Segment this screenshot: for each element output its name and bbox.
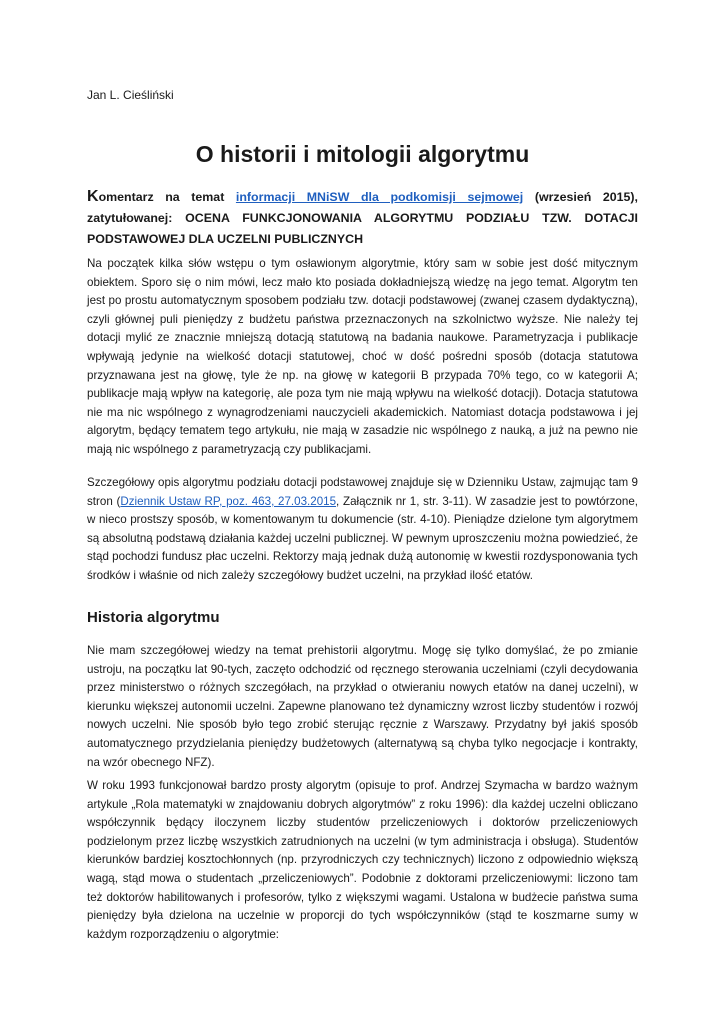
subtitle-suffix: (wrzesień 2015), zatytułowanej: OCENA FUNKCJONOWANIA ALGORYTMU PODZIAŁU TZW. DOTACJI PODSTAWOWEJ DLA UCZELNI PUBLICZNYCH [87,190,639,246]
history-paragraph-1: Nie mam szczegółowej wiedzy na temat prehistorii algorytmu. Mogę się tylko domyślać, że po zmianie ustroju, na początku lat 90-tych, zaczęto odchodzić od ręcznego sterowania uczelniami (czyli decydowania przez ministerstwo o różnych szczegółach, na przykład o otwieraniu nowych etatów na danej uczelni), w kierunku większej autonomii uczelni. Zapewne planowano też dynamiczny wzrost liczby studentów i rozwój nowych uczelni. Nie sposób było tego zrobić sterując ręcznie z Warszawy. Przydatny był jakiś sposób automatycznego przydzielania pieniędzy budżetowych (alternatywą są chyba tylko negocjacje i kontrakty, na wzór obecnego NFZ). [87,644,638,769]
author-name: Jan L. Cieśliński [87,88,174,102]
dziennik-ustaw-paragraph [87,474,638,586]
paragraph2-before: Szczegółowy opis algorytmu podziału dotacji podstawowej znajduje się w Dzienniku Ustaw, zajmując tam 9 stron ( [87,476,638,508]
paragraph2-after: , Załącznik nr 1, str. 3-11). W zasadzie jest to powtórzone, w nieco prostszy sposób, w komentowanym tu dokumencie (str. 4-10). Pieniądze dzielone tym algorytmem są absolutną podstawą działania każdej uczelni publicznej. W pewnym uproszczeniu można powiedzieć, że stąd pochodzi fundusz płac uczelni. Rektorzy mają jednak dużą autonomię w kwestii rozdysponowania tych środków i właśnie od nich zależy szczegółowy budżet uczelni, na przykład ilość etatów. [87,494,639,582]
history-paragraph-2: W roku 1993 funkcjonował bardzo prosty algorytm (opisuje to prof. Andrzej Szymacha w bardzo ważnym artykule „Rola matematyki w znajdowaniu dobrych algorytmów” z roku 1996): dla każdej uczelni obliczano współczynnik będący iloczynem liczby studentów przeliczeniowych i doktorów przeliczeniowych podzielonym przez liczbę wszystkich zatrudnionych na uczelni (w tym administracja i obsługa). Studentów kierunków bardziej kosztochłonnych (np. przyrodniczych czy technicznych) liczono z odpowiednio większą wagą, stąd mowa o studentach „przeliczeniowych”. Podobnie z doktorami przeliczeniowymi: liczono tam też doktorów habilitowanych i profesorów, tylko z większymi wagami. Ustalona w budżecie państwa suma pieniędzy była dzielona na uczelnie w proporcji do tych współczynników (stąd te koszmarne sumy w każdym rozporządzeniu o algorytmie: [87,779,638,941]
mnisw-info-link[interactable]: informacji MNiSW dla podkomisji sejmowej [235,190,524,204]
document-subtitle [87,186,638,250]
subtitle-prefix: omentarz na temat [98,190,236,204]
intro-paragraph: Na początek kilka słów wstępu o tym osławionym algorytmie, który sam w sobie jest dość mitycznym obiektem. Sporo się o nim mówi, lecz mało kto posiada dokładniejszą wiedzę na jego temat. Algorytm ten jest po prostu automatycznym sposobem podziału tzw. dotacji podstawowej (zwanej czasem dydaktyczną), czyli głównej puli pieniędzy z budżetu państwa przeznaczonych na szkolnictwo wyższe. Nie należy tej dotacji mylić ze znacznie mniejszą dotacją statutową na badania naukowe. Parametryzacja i publikacje wpływają jedynie na wielkość dotacji statutowej, choć w dość pośredni sposób (dotacja statutowa przyznawana jest na głowę, tyle że np. na głowę w kategorii B przypada 70% tego, co w kategorii A; publikacje mają wpływ na kategorię, ale poza tym nie mają wpływu na wielkość dotacji). Dotacja statutowa nie ma nic wspólnego z wynagrodzeniami nauczycieli akademickich. Natomiast dotacja podstawowa i jej algorytm, będący tematem tego artykułu, nie mają w zasadzie nic wspólnego z nauką, a już na pewno nie mają nic wspólnego z parametryzacją czy publikacjami. [87,257,638,456]
section-heading-historia: Historia algorytmu [87,609,220,626]
dziennik-ustaw-link[interactable]: Dziennik Ustaw RP, poz. 463, 27.03.2015 [120,494,337,508]
document-title: O historii i mitologii algorytmu [195,141,530,167]
subtitle-initial: K [87,188,99,205]
